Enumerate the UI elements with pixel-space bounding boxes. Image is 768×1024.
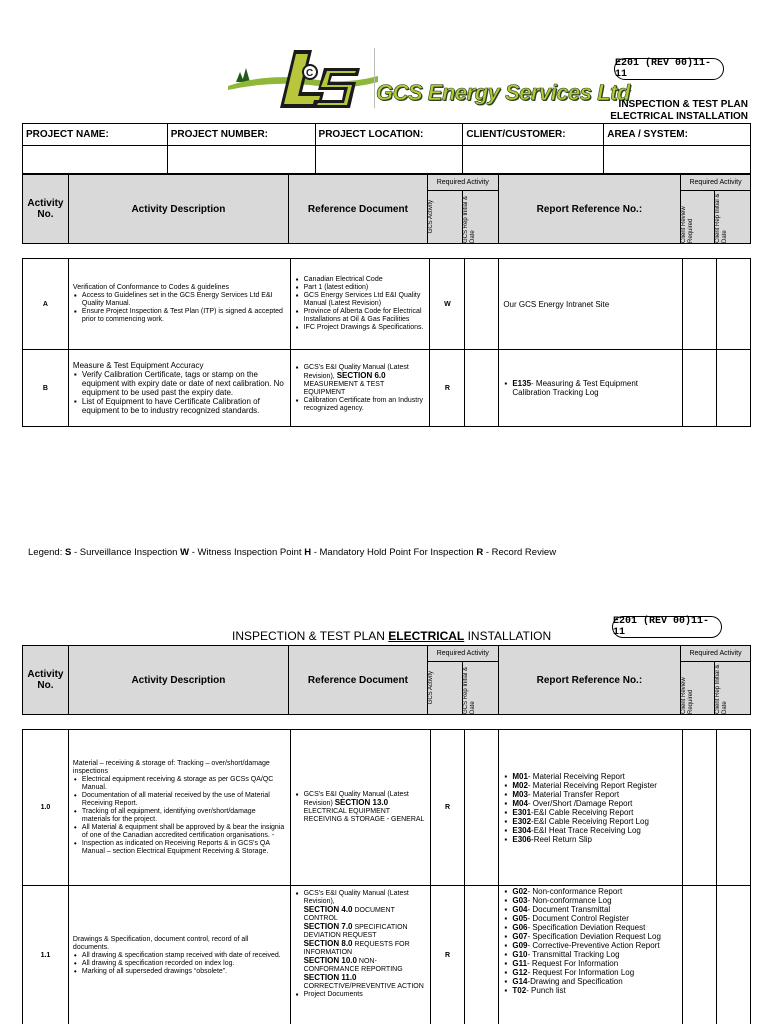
list-item: • All drawing & specification stamp received with date of received. (73, 952, 286, 960)
reference-document (290, 259, 430, 350)
hdr-activity-desc: Activity Description (68, 175, 288, 244)
list-item: ▪ M02- Material Receiving Report Register (503, 781, 678, 790)
list-item: ▪ GCS's E&I Quality Manual (Latest Revision) SECTION 13.0 ELECTRICAL EQUIPMENT RECEIVING & STORAGE - GENERAL (295, 791, 426, 824)
list-item: ▪ G12- Request For Information Log (503, 968, 678, 977)
hdr-gcs-rep: GCS Rep Initial & Date (462, 666, 476, 714)
hdr-required-activity-client: Required Activity (681, 175, 751, 191)
list-item: ▪ GCS Energy Services Ltd E&I Quality Manual (Latest Revision) (295, 292, 426, 308)
hdr-client-review: Client Review Required (681, 206, 695, 243)
list-item: ▪ M03- Material Transfer Report (503, 790, 678, 799)
list-item: ▪ G09- Corrective-Preventive Action Report (503, 941, 678, 950)
report-reference (499, 730, 683, 886)
hdr-gcs-rep: GCS Rep Initial & Date (462, 195, 476, 243)
hdr-reference-doc: Reference Document (288, 646, 427, 715)
hdr-gcs-activity: GCS Activity (427, 671, 434, 705)
list-item: • Marking of all superseded drawings “obsolete”. (73, 968, 286, 976)
logo-letters: C (306, 68, 314, 79)
hdr-activity-no: Activity No. (23, 646, 69, 715)
table-row (23, 259, 751, 350)
company-logo (228, 46, 378, 112)
doc-title-line2: ELECTRICAL INSTALLATION (610, 111, 748, 122)
client-rep-cell (717, 350, 751, 427)
list-item: ▪ G06- Specification Deviation Request (503, 923, 678, 932)
activity-no: B (23, 350, 69, 427)
list-item: ▪ Part 1 (latest edition) (295, 284, 426, 292)
doc-code-badge-2: E201 (REV 00)11-11 (612, 616, 722, 638)
list-item: ▪ GCS's E&I Quality Manual (Latest Revision), SECTION 6.0 MEASUREMENT & TEST EQUIPMENT (295, 364, 426, 397)
area-system-label: AREA / SYSTEM: (604, 124, 751, 146)
hdr-client-rep: Client Rep Initial & Date (714, 664, 728, 714)
list-item: ▪ G11- Request For Information (503, 959, 678, 968)
doc-code-badge: E201 (REV 00)11-11 (614, 58, 724, 80)
list-item: ▪ E135- Measuring & Test Equipment Calibration Tracking Log (503, 379, 678, 397)
client-rep-cell (717, 886, 751, 1024)
area-system-field (604, 146, 751, 174)
list-item: • Tracking of all equipment, identifying over/short/damage materials for the project. (73, 808, 286, 824)
itp-table-top (22, 258, 751, 427)
list-item: ▪ IFC Project Drawings & Specifications. (295, 324, 426, 332)
list-item: • All drawing & specification recorded on index log. (73, 960, 286, 968)
hdr-activity-no: Activity No. (23, 175, 69, 244)
hdr-required-activity: Required Activity (427, 175, 498, 191)
inspection-code: W (430, 259, 465, 350)
hdr-client-rep: Client Rep Initial & Date (714, 193, 728, 243)
list-item: ▪ E306-Reel Return Slip (503, 835, 678, 844)
list-item: ▪ G03- Non-conformance Log (503, 896, 678, 905)
list-item: ▪ E302-E&I Cable Receiving Report Log (503, 817, 678, 826)
client-customer-label: CLIENT/CUSTOMER: (463, 124, 604, 146)
project-name-label: PROJECT NAME: (23, 124, 168, 146)
hdr-report-ref: Report Reference No.: (498, 646, 680, 715)
activity-intro: Measure & Test Equipment Accuracy (72, 360, 204, 370)
page-title-2: INSPECTION & TEST PLAN ELECTRICAL INSTALLATION (232, 629, 552, 643)
activity-description (68, 350, 290, 427)
list-item: ▪ Project Documents (295, 991, 426, 999)
list-item: ▪ G07- Specification Deviation Request Log (503, 932, 678, 941)
list-item: ▪ G14-Drawing and Specification (503, 977, 678, 986)
project-location-field (315, 146, 463, 174)
hdr-required-activity-client: Required Activity (681, 646, 751, 662)
client-review-cell (683, 259, 717, 350)
list-item: • Electrical equipment receiving & storage as per GCSs QA/QC Manual. (73, 776, 286, 792)
list-item: ▪ Verify Calibration Certificate, tags or stamp on the equipment with expiry date or date of next calibration. No equipment to be used past the expiry date. (73, 370, 286, 397)
hdr-required-activity: Required Activity (427, 646, 498, 662)
gcs-rep-cell (465, 730, 499, 886)
report-reference: Our GCS Energy Intranet Site (499, 259, 683, 350)
activity-intro: Verification of Conformance to Codes & guidelines (72, 284, 229, 291)
list-item: ▪ G04- Document Transmittal (503, 905, 678, 914)
list-item: ▪ E301-E&I Cable Receiving Report (503, 808, 678, 817)
hdr-gcs-activity: GCS Activity (427, 200, 434, 234)
inspection-code: R (430, 730, 465, 886)
activity-no: 1.0 (23, 730, 69, 886)
table-row (23, 730, 751, 886)
list-item: ▪ M01- Material Receiving Report (503, 772, 678, 781)
report-reference (499, 886, 683, 1024)
inspection-code: R (430, 886, 465, 1024)
doc-title (610, 99, 748, 123)
table-row (23, 886, 751, 1024)
column-header-2 (22, 645, 751, 715)
hdr-report-ref: Report Reference No.: (498, 175, 680, 244)
table-row (23, 350, 751, 427)
reference-document (290, 350, 430, 427)
project-number-field (167, 146, 315, 174)
list-item: ▪ G10- Transmittal Tracking Log (503, 950, 678, 959)
client-review-cell (683, 350, 717, 427)
project-name-field (23, 146, 168, 174)
list-item: ▪ M04- Over/Short /Damage Report (503, 799, 678, 808)
list-item: ▪ Access to Guidelines set in the GCS Energy Services Ltd E&I Quality Manual. (73, 292, 286, 308)
activity-description (68, 730, 290, 886)
list-item: • Inspection as indicated on Receiving Reports & in GCS's QA Manual – section Electrical Equipment Receiving & Storage. (73, 840, 286, 856)
list-item: ▪ Calibration Certificate from an Industry recognized agency. (295, 397, 426, 413)
company-name: GCS Energy Services Ltd. (376, 80, 632, 105)
gcs-rep-cell (465, 259, 499, 350)
gcs-rep-cell (465, 886, 499, 1024)
activity-description (68, 886, 290, 1024)
list-item: ▪ Ensure Project Inspection & Test Plan (ITP) is signed & accepted prior to commencing work. (73, 308, 286, 324)
list-item: ▪ Canadian Electrical Code (295, 276, 426, 284)
list-item: ▪ List of Equipment to have Certificate Calibration of equipment to be to industry recognized standards. (73, 397, 286, 415)
list-item: ▪ Province of Alberta Code for Electrical Installations at Oil & Gas Facilities (295, 308, 426, 324)
hdr-reference-doc: Reference Document (288, 175, 427, 244)
list-item: ▪ G02- Non-conformance Report (503, 887, 678, 896)
list-item: ▪ GCS's E&I Quality Manual (Latest Revision), SECTION 4.0 DOCUMENT CONTROL SECTION 7.0 SPECIFICATION DEVIATION REQUEST SECTION 8.0 REQUESTS FOR INFORMATION SECTION 10.0 NON-CONFORMANCE REPORTING SECTION 11.0 CORRECTIVE/PREVENTIVE ACTION (295, 890, 426, 991)
gcs-rep-cell (465, 350, 499, 427)
reference-document (290, 886, 430, 1024)
list-item: ▪ G05- Document Control Register (503, 914, 678, 923)
column-header-1 (22, 174, 751, 244)
activity-intro: Drawings & Specification, document control, record of all documents. (72, 935, 249, 951)
project-number-label: PROJECT NUMBER: (167, 124, 315, 146)
reference-document (290, 730, 430, 886)
activity-description (68, 259, 290, 350)
client-review-cell (683, 730, 717, 886)
hdr-client-review: Client Review Required (681, 677, 695, 714)
client-review-cell (683, 886, 717, 1024)
activity-no: A (23, 259, 69, 350)
list-item: • Documentation of all material received by the use of Material Receiving Report. (73, 792, 286, 808)
project-location-label: PROJECT LOCATION: (315, 124, 463, 146)
list-item: ▪ E304-E&I Heat Trace Receiving Log (503, 826, 678, 835)
inspection-code: R (430, 350, 465, 427)
report-reference (499, 350, 683, 427)
legend: Legend: S - Surveillance Inspection W - Witness Inspection Point H - Mandatory Hold Point For Inspection R - Record Review (28, 547, 557, 558)
client-customer-field (463, 146, 604, 174)
list-item: ▪ T02- Punch list (503, 986, 678, 995)
list-item: • All Material & equipment shall be approved by & bear the insignia of one of the Canadian accredited certification organisations. - (73, 824, 286, 840)
activity-no: 1.1 (23, 886, 69, 1024)
project-info-table (22, 123, 751, 174)
client-rep-cell (717, 730, 751, 886)
activity-intro: Material – receiving & storage of: Tracking – over/short/damage inspections (72, 759, 270, 775)
hdr-activity-desc: Activity Description (68, 646, 288, 715)
logo-divider (374, 48, 375, 108)
client-rep-cell (717, 259, 751, 350)
itp-table-bottom (22, 729, 751, 1024)
doc-title-line1: INSPECTION & TEST PLAN (618, 99, 748, 110)
